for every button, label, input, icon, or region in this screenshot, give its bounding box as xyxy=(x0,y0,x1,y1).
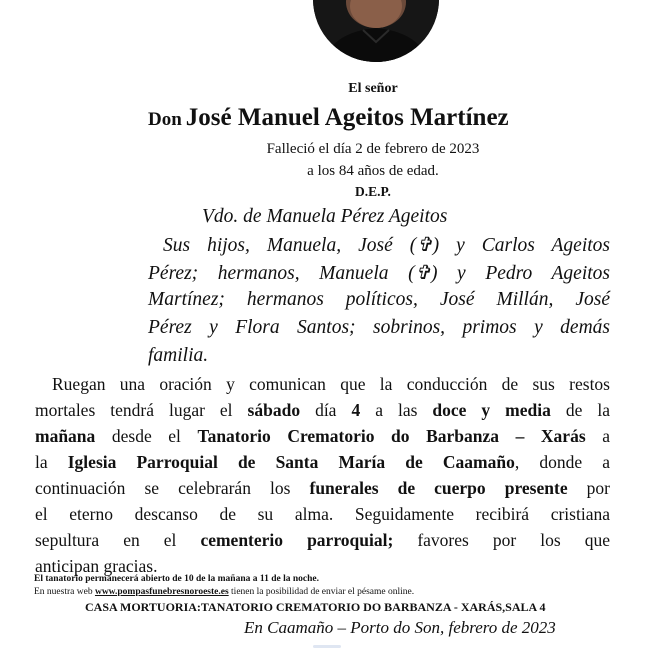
text: a xyxy=(585,426,610,446)
place-date: En Caamaño – Porto do Son, febrero de 2023 xyxy=(244,618,556,637)
time-period: mañana xyxy=(35,426,96,446)
widow-line: Vdo. de Manuela Pérez Ageitos xyxy=(202,206,448,227)
family-line: Pérez y Flora Santos; sobrinos, primos y demás xyxy=(148,317,610,338)
day-name: sábado xyxy=(247,400,301,420)
text: la xyxy=(35,452,68,472)
time: doce y media xyxy=(432,400,551,420)
body-line xyxy=(35,452,610,473)
text: favores por los que xyxy=(393,530,610,550)
church-name: Iglesia Parroquial de Santa María de Caamaño xyxy=(67,452,515,472)
text: de la xyxy=(550,400,610,420)
web-note xyxy=(34,587,414,597)
mortuary-info: CASA MORTUORIA:TANATORIO CREMATORIO DO BARBANZA - XARÁS,SALA 4 xyxy=(85,600,546,614)
text: , donde a xyxy=(514,452,610,472)
death-date: Falleció el día 2 de febrero de 2023 xyxy=(266,141,480,157)
deceased-name: José Manuel Ageitos Martínez xyxy=(185,104,509,131)
family-line: Sus hijos, Manuela, José (✞) y Carlos Ageitos xyxy=(163,235,610,256)
text: continuación se celebrarán los xyxy=(35,478,310,498)
dep-label: D.E.P. xyxy=(355,184,391,199)
body-line xyxy=(35,426,610,447)
bottom-mark xyxy=(313,645,341,648)
body-line xyxy=(35,400,610,421)
text: En nuestra web xyxy=(34,587,95,597)
text: tienen la posibilidad de enviar el pésame online. xyxy=(228,587,415,597)
body-line: Ruegan una oración y comunican que la conducción de sus restos xyxy=(52,374,610,394)
website-link[interactable]: www.pompasfunebresnoroeste.es xyxy=(94,587,229,597)
body-line xyxy=(35,478,610,499)
title-prefix: Don xyxy=(148,109,182,130)
deceased-name-line xyxy=(148,104,509,132)
body-line-last: anticipan gracias. xyxy=(35,556,158,576)
text: mortales tendrá lugar el xyxy=(35,400,248,420)
deceased-photo xyxy=(313,0,439,62)
text: desde el xyxy=(95,426,198,446)
family-line: Martínez; hermanos políticos, José Millán, José xyxy=(148,289,610,310)
body-line: el eterno descanso de su alma. Seguidamente recibirá cristiana xyxy=(35,504,610,524)
body-line xyxy=(35,530,610,551)
tanatorio-name: Tanatorio Crematorio do Barbanza – Xarás xyxy=(197,426,586,446)
cemetery: cementerio parroquial; xyxy=(200,530,394,550)
honorific: El señor xyxy=(348,81,398,96)
funeral-type: funerales de cuerpo presente xyxy=(309,478,568,498)
opening-hours-note: El tanatorio permanecerá abierto de 10 de la mañana a 11 de la noche. xyxy=(34,574,319,584)
age: a los 84 años de edad. xyxy=(307,163,439,179)
text: sepultura en el xyxy=(35,530,201,550)
text: a las xyxy=(360,400,433,420)
family-line-last: familia. xyxy=(148,345,209,366)
text: por xyxy=(567,478,610,498)
family-line: Pérez; hermanos, Manuela (✞) y Pedro Ageitos xyxy=(148,263,610,284)
text: día xyxy=(300,400,352,420)
day-number: 4 xyxy=(351,400,361,420)
